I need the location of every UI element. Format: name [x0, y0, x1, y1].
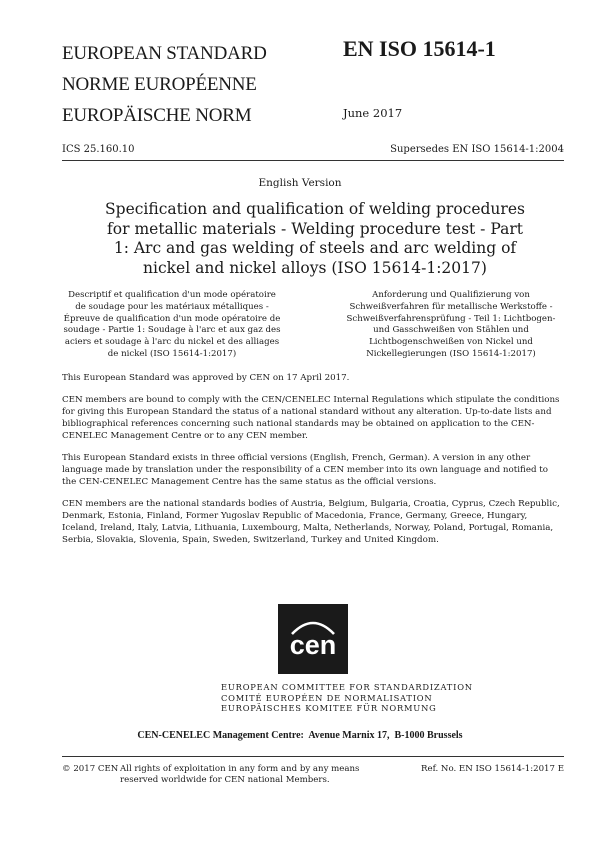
members-paragraph: CEN members are the national standards bodies of Austria, Belgium, Bulgaria, Croatia, Cyprus, Czech Republic, Denmark, Estonia, Finland, Former Yugoslav Republic of Macedonia, France, Germany, Greece, Hungary, Iceland, Ireland, Italy, Latvia, Lithuania, Luxembourg, Malta, Netherlands, Norway, Poland, Portugal, Romania, Serbia, Slovakia, Slovenia, Spain, Sweden, Switzerland, Turkey and United Kingdom. [62, 499, 560, 545]
subtitle-german: Anforderung und Qualifizierung von Schweißverfahren für metallische Werkstoffe - Schweißverfahrensprüfung - Teil 1: Lichtbogen- und Gasschweißen von Stählen und Lichtbogenschweißen von Nickel und Nickellegierungen (ISO 15614-1:2017) [346, 290, 556, 359]
logo-text: cen [289, 630, 337, 660]
copyright-notice: © 2017 CEN [62, 764, 119, 774]
approval-paragraph: This European Standard was approved by CEN on 17 April 2017. [62, 373, 350, 383]
cen-logo [278, 604, 348, 674]
publication-date: June 2017 [343, 106, 403, 120]
header-divider [62, 160, 564, 161]
rights-notice: All rights of exploitation in any form and by any means reserved worldwide for CEN national Members. [120, 764, 360, 785]
standard-type-names [62, 38, 322, 131]
ics-code: ICS 25.160.10 [62, 144, 135, 155]
standard-name-en: EUROPEAN STANDARD [62, 43, 267, 64]
standard-number: EN ISO 15614-1 [343, 36, 496, 61]
versions-paragraph: This European Standard exists in three official versions (English, French, German). A version in any other language made by translation under the responsibility of a CEN member into its own language and notified to the CEN-CENELEC Management Centre has the same status as the official versions. [62, 453, 549, 487]
committee-name-de: EUROPÄISCHES KOMITEE FÜR NORMUNG [221, 703, 437, 713]
committee-names [221, 682, 473, 714]
document-title: Specification and qualification of welding procedures for metallic materials - Welding procedure test - Part 1: Arc and gas welding of steels and arc welding of nickel and nickel alloys (ISO 15614-1:2017) [105, 200, 525, 277]
footer-divider [62, 756, 564, 757]
body-text [62, 372, 562, 556]
supersedes-note: Supersedes EN ISO 15614-1:2004 [390, 144, 564, 155]
subtitle-french: Descriptif et qualification d'un mode opératoire de soudage pour les matériaux métalliques - Épreuve de qualification d'un mode opératoire de soudage - Partie 1: Soudage à l'arc et aux gaz des aciers et soudage à l'arc du nickel et des alliages de nickel (ISO 15614-1:2017) [63, 290, 281, 359]
standard-name-fr: NORME EUROPÉENNE [62, 74, 257, 95]
language-version: English Version [258, 177, 342, 189]
compliance-paragraph: CEN members are bound to comply with the CEN/CENELEC Internal Regulations which stipulate the conditions for giving this European Standard the status of a national standard without any alteration. Up-to-date lists and bibliographical references concerning such national standards may be obtained on application to the CEN-CENELEC Management Centre or to any CEN member. [62, 395, 560, 441]
standard-name-de: EUROPÄISCHE NORM [62, 105, 252, 126]
committee-name-en: EUROPEAN COMMITTEE FOR STANDARDIZATION [221, 682, 473, 692]
reference-number: Ref. No. EN ISO 15614-1:2017 E [421, 764, 564, 774]
management-centre-address: CEN-CENELEC Management Centre: Avenue Marnix 17, B-1000 Brussels [137, 730, 463, 741]
committee-name-fr: COMITÉ EUROPÉEN DE NORMALISATION [221, 692, 433, 703]
